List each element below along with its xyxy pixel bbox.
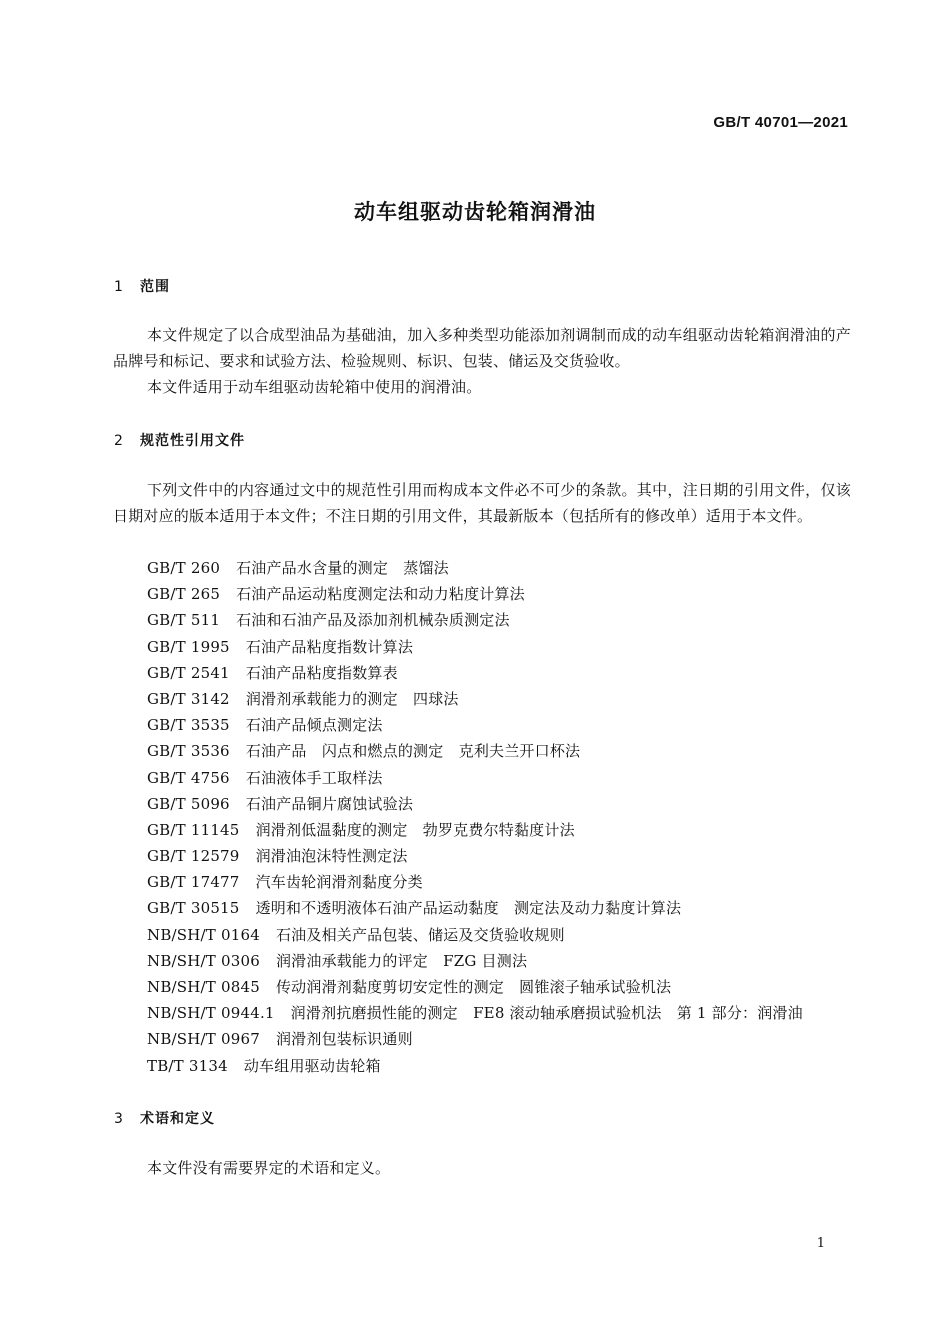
reference-title: 石油产品粘度指数计算法	[245, 637, 414, 656]
reference-item	[147, 555, 803, 581]
reference-title: 润滑油泡沫特性测定法	[255, 847, 408, 866]
reference-code: NB/SH/T 0967	[147, 1030, 260, 1049]
reference-item	[147, 791, 803, 817]
section-3-heading	[114, 1108, 215, 1128]
reference-title: 石油产品倾点测定法	[245, 716, 383, 735]
section-number: 2	[114, 433, 124, 449]
reference-title: 润滑剂承载能力的测定 四球法	[245, 689, 459, 708]
reference-code: GB/T 3536	[147, 742, 230, 761]
section-number: 1	[114, 279, 124, 295]
reference-code: NB/SH/T 0306	[147, 951, 260, 970]
reference-title: 石油和石油产品及添加剂机械杂质测定法	[236, 611, 510, 630]
reference-item	[147, 660, 803, 686]
reference-code: NB/SH/T 0845	[147, 978, 260, 996]
reference-code: GB/T 3535	[147, 716, 230, 735]
document-title: 动车组驱动齿轮箱润滑油	[354, 200, 596, 224]
reference-title: 传动润滑剂黏度剪切安定性的测定 圆锥滚子轴承试验机法	[275, 978, 672, 996]
reference-code: GB/T 265	[147, 585, 221, 604]
reference-title: 石油及相关产品包装、储运及交货验收规则	[275, 925, 565, 944]
reference-title: 润滑剂抗磨损性能的测定 FE8 滚动轴承磨损试验机法 第 1 部分：润滑油	[290, 1004, 803, 1023]
reference-title: 石油产品粘度指数算表	[245, 663, 398, 682]
reference-code: GB/T 4756	[147, 768, 230, 787]
section-title: 术语和定义	[140, 1111, 215, 1127]
reference-item	[147, 581, 803, 607]
reference-item	[147, 1053, 803, 1079]
reference-code: GB/T 5096	[147, 794, 230, 813]
reference-item	[147, 686, 803, 712]
reference-item	[147, 634, 803, 660]
reference-item	[147, 738, 803, 764]
reference-title: 石油液体手工取样法	[245, 768, 383, 787]
reference-item	[147, 869, 803, 895]
reference-code: GB/T 11145	[147, 820, 240, 839]
reference-code: GB/T 17477	[147, 873, 240, 892]
section-title: 规范性引用文件	[140, 433, 245, 449]
reference-title: 润滑剂包装标识通则	[275, 1030, 413, 1049]
reference-title: 石油产品铜片腐蚀试验法	[245, 794, 414, 813]
section-number: 3	[114, 1111, 124, 1127]
scope-paragraph-1: 本文件规定了以合成型油品为基础油，加入多种类型功能添加剂调制而成的动车组驱动齿轮箱润滑油的产品牌号和标记、要求和试验方法、检验规则、标识、包装、储运及交货验收。	[113, 326, 851, 370]
reference-code: GB/T 511	[147, 611, 221, 630]
reference-item	[147, 1000, 803, 1026]
reference-item	[147, 1026, 803, 1052]
reference-title: 石油产品 闪点和燃点的测定 克利夫兰开口杯法	[245, 742, 581, 761]
reference-code: GB/T 2541	[147, 663, 230, 682]
reference-list	[147, 555, 803, 1079]
reference-item	[147, 607, 803, 633]
reference-item	[147, 922, 803, 948]
page-number: 1	[816, 1236, 825, 1251]
reference-title: 润滑油承载能力的评定 FZG 目测法	[275, 951, 528, 970]
reference-item	[147, 948, 803, 974]
reference-item	[147, 895, 803, 921]
reference-title: 石油产品运动粘度测定法和动力粘度计算法	[236, 585, 525, 604]
reference-title: 润滑剂低温黏度的测定 勃罗克费尔特黏度计法	[255, 820, 575, 839]
reference-code: GB/T 3142	[147, 689, 230, 708]
scope-paragraph-2: 本文件适用于动车组驱动齿轮箱中使用的润滑油。	[147, 378, 482, 396]
reference-code: TB/T 3134	[147, 1056, 228, 1075]
reference-title: 石油产品水含量的测定 蒸馏法	[236, 559, 449, 577]
standard-number: GB/T 40701—2021	[713, 114, 848, 131]
reference-item	[147, 765, 803, 791]
section-title: 范围	[140, 279, 170, 295]
terms-paragraph: 本文件没有需要界定的术语和定义。	[147, 1159, 391, 1177]
reference-title: 动车组用驱动齿轮箱	[243, 1056, 381, 1075]
reference-title: 透明和不透明液体石油产品运动黏度 测定法及动力黏度计算法	[255, 899, 682, 918]
reference-code: NB/SH/T 0944.1	[147, 1004, 275, 1023]
reference-code: GB/T 30515	[147, 899, 240, 918]
reference-item	[147, 712, 803, 738]
reference-code: NB/SH/T 0164	[147, 925, 260, 944]
reference-item	[147, 843, 803, 869]
section-2-heading	[114, 430, 245, 450]
reference-item	[147, 974, 803, 1000]
reference-code: GB/T 260	[147, 559, 221, 577]
reference-code: GB/T 12579	[147, 847, 240, 866]
reference-code: GB/T 1995	[147, 637, 230, 656]
reference-item	[147, 817, 803, 843]
section-1-heading	[114, 276, 170, 296]
references-intro: 下列文件中的内容通过文中的规范性引用而构成本文件必不可少的条款。其中，注日期的引用文件，仅该日期对应的版本适用于本文件；不注日期的引用文件，其最新版本（包括所有的修改单）适用于本文件。	[113, 481, 851, 525]
reference-title: 汽车齿轮润滑剂黏度分类	[255, 873, 423, 892]
